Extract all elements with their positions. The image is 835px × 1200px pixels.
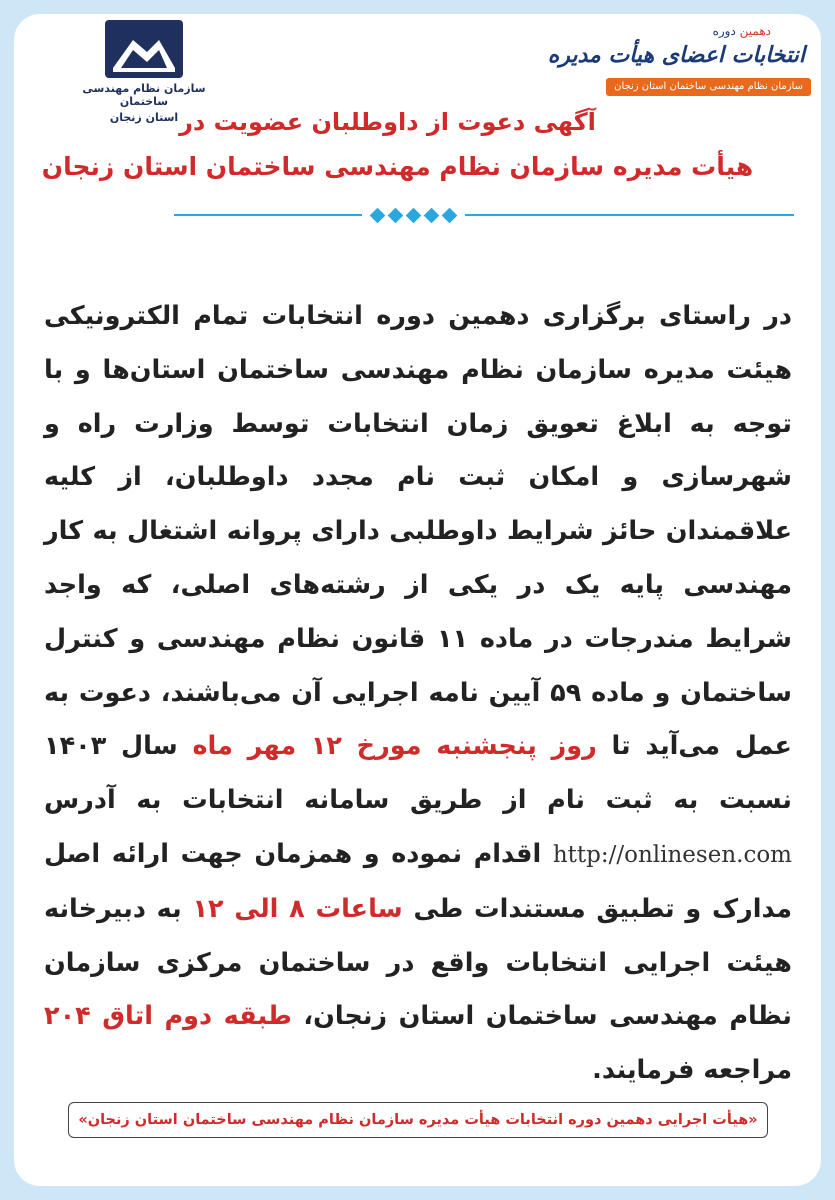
announcement-body (44, 290, 792, 1098)
elections-logo-edition-word: دوره (712, 24, 736, 38)
page-title-line1: آگهی دعوت از داوطلبان عضویت در (179, 108, 596, 136)
office-hours-highlight: ساعات ۸ الی ۱۲ (192, 893, 403, 924)
elections-logo-subtitle: سازمان نظام مهندسی ساختمان استان زنجان (606, 78, 811, 96)
body-text-part: به دبیرخانه هیئت اجرایی انتخابات واقع در ساختمان مرکزی سازمان نظام مهندسی ساختمان استان زنجان، (44, 893, 792, 1032)
organization-city: استان زنجان (109, 111, 179, 124)
building-emblem-icon (103, 18, 185, 80)
diamond-icon (442, 207, 458, 223)
body-text-part: مراجعه فرمایند. (592, 1055, 792, 1086)
organization-name: سازمان نظام مهندسی ساختمان (82, 82, 206, 108)
elections-logo-edition (713, 24, 771, 38)
diamond-icon (388, 207, 404, 223)
elections-logo-title: انتخابات اعضای هیأت مدیره (547, 42, 805, 68)
diamond-icon (424, 207, 440, 223)
body-text-part: سال ۱۴۰۳ نسبت به ثبت نام از طریق سامانه انتخابات به آدرس (44, 731, 792, 816)
diamond-icon (370, 207, 386, 223)
announcement-card (14, 14, 821, 1186)
diamond-icon (406, 207, 422, 223)
divider-ornament (362, 206, 465, 224)
registration-url-link[interactable]: http://onlinesen.com (552, 841, 792, 868)
page-title-line2: هیأت مدیره سازمان نظام مهندسی ساختمان استان زنجان (41, 152, 754, 181)
registration-date-highlight: روز پنجشنبه مورخ ۱۲ مهر ماه (192, 731, 597, 762)
body-text-part: در راستای برگزاری دهمین دوره انتخابات تمام الکترونیکی هیئت مدیره سازمان نظام مهندسی ساختمان استان‌ها و با توجه به ابلاغ تعویق زمان انتخابات توسط وزارت راه و شهرسازی و امکان ثبت نام مجدد داوطلبان، از کلیه علاقمندان حائز شرایط داوطلبی دارای پروانه اشتغال به کار مهندسی پایه یک در یکی از رشته‌های اصلی، که واجد شرایط مندرجات در ماده ۱۱ قانون نظام مهندسی و کنترل ساختمان و ماده ۵۹ آیین نامه اجرایی آن می‌باشند، دعوت به عمل می‌آید تا (44, 301, 792, 762)
title-divider (174, 214, 794, 216)
room-location-highlight: طبقه دوم اتاق ۲۰۴ (44, 1001, 292, 1032)
body-text-part: اقدام نموده و همزمان جهت ارائه اصل مدارک و تطبیق مستندات طی (44, 838, 792, 924)
elections-logo (547, 20, 811, 104)
elections-logo-edition-number: دهمین (739, 24, 771, 38)
signature-box: «هیأت اجرایی دهمین دوره انتخابات هیأت مدیره سازمان نظام مهندسی ساختمان استان زنجان» (68, 1102, 768, 1138)
header (14, 14, 821, 254)
